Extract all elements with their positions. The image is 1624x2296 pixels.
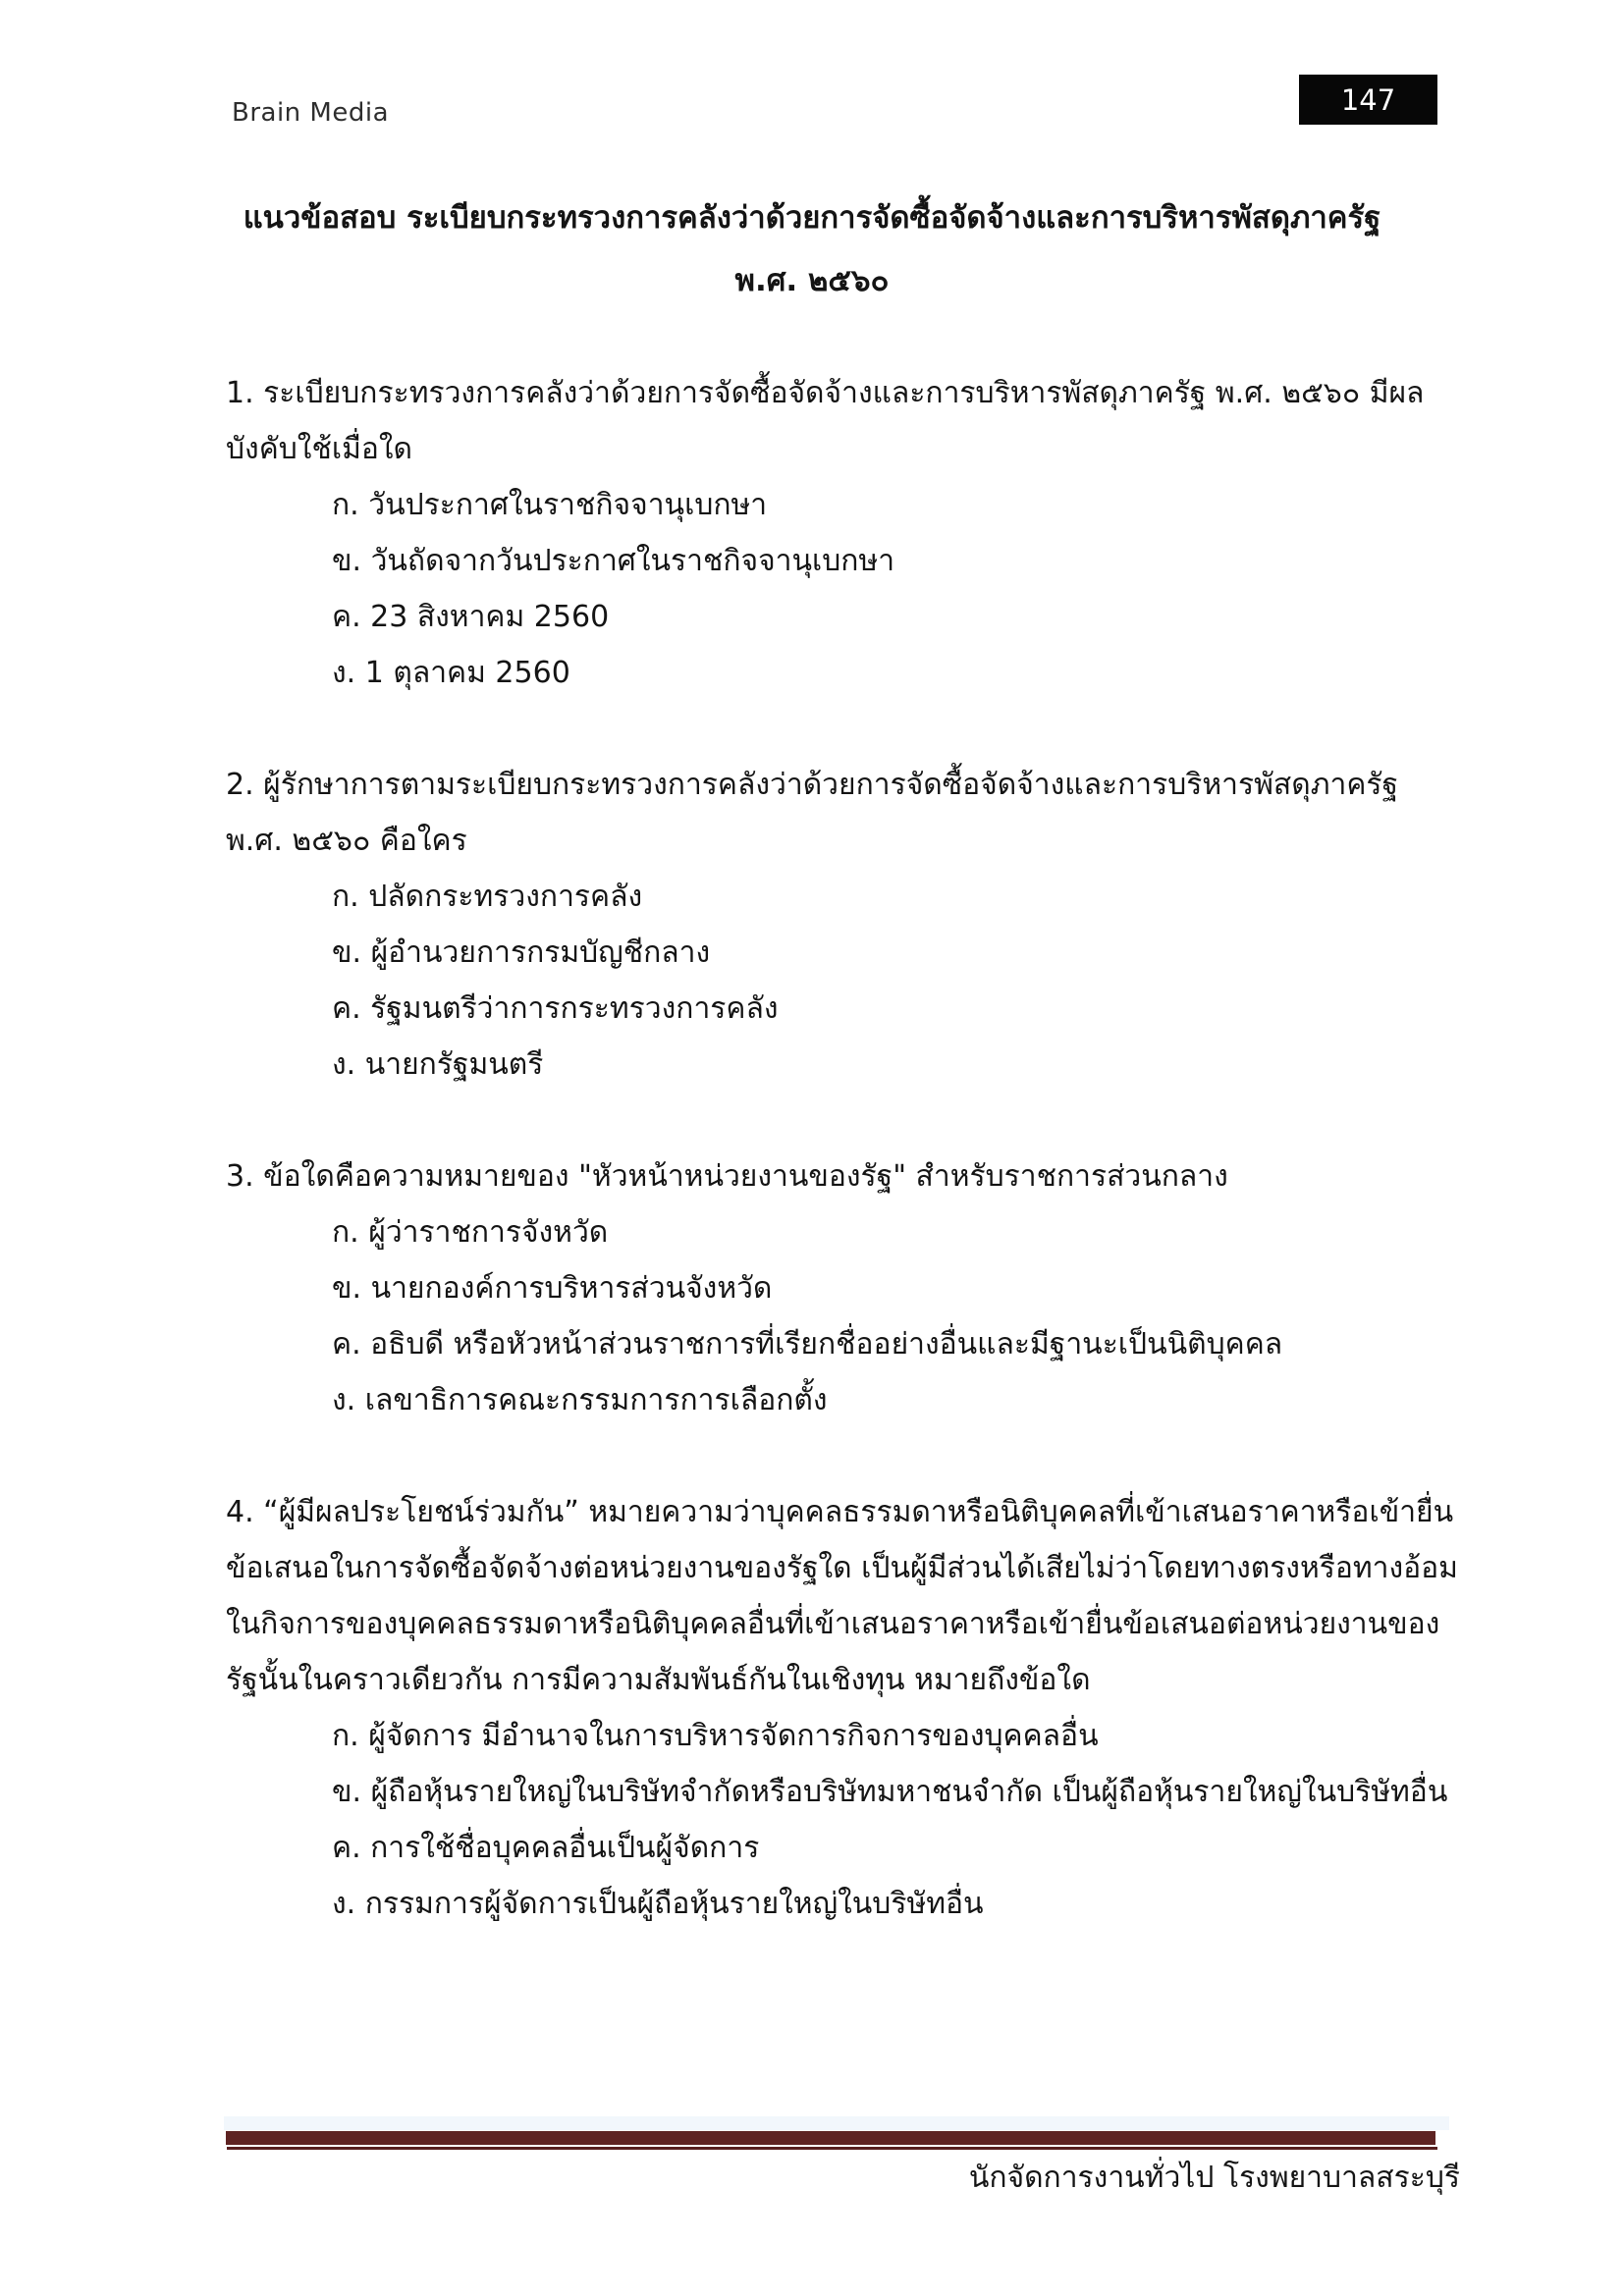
answer-option: ก. ปลัดกระทรวงการคลัง — [332, 880, 643, 914]
answer-option: ง. เลขาธิการคณะกรรมการการเลือกตั้ง — [332, 1383, 828, 1417]
footer-divider-line — [227, 2147, 1437, 2150]
question-block-3 — [226, 1148, 1459, 1428]
answer-option: ข. ผู้อำนวยการกรมบัญชีกลาง — [332, 935, 711, 970]
answer-option: ข. ผู้ถือหุ้นรายใหญ่ในบริษัทจำกัดหรือบริษัทมหาชนจำกัด เป็นผู้ถือหุ้นรายใหญ่ในบริษัทอื่น — [332, 1775, 1448, 1809]
options-list — [332, 477, 1459, 701]
answer-option: ก. ผู้จัดการ มีอำนาจในการบริหารจัดการกิจการของบุคคลอื่น — [332, 1719, 1099, 1753]
answer-option: ก. ผู้ว่าราชการจังหวัด — [332, 1215, 609, 1250]
answer-option: ง. นายกรัฐมนตรี — [332, 1047, 544, 1082]
answer-option: ง. กรรมการผู้จัดการเป็นผู้ถือหุ้นรายใหญ่ในบริษัทอื่น — [332, 1887, 984, 1921]
question-block-2 — [226, 757, 1459, 1093]
question-text: 4. “ผู้มีผลประโยชน์ร่วมกัน” หมายความว่าบุคคลธรรมดาหรือนิติบุคคลที่เข้าเสนอราคาหรือเข้ายื่นข้อเสนอในการจัดซื้อจัดจ้างต่อหน่วยงานของรัฐใด เป็นผู้มีส่วนได้เสียไม่ว่าโดยทางตรงหรือทางอ้อมในกิจการของบุคคลธรรมดาหรือนิติบุคคลอื่นที่เข้าเสนอราคาหรือเข้ายื่นข้อเสนอต่อหน่วยงานของรัฐนั้นในคราวเดียวกัน การมีความสัมพันธ์กันในเชิงทุน หมายถึงข้อใด — [226, 1495, 1458, 1697]
answer-option: ค. รัฐมนตรีว่าการกระทรวงการคลัง — [332, 991, 779, 1026]
page-number: 147 — [1340, 82, 1396, 117]
footer-divider-bar — [226, 2131, 1435, 2145]
answer-option: ค. การใช้ชื่อบุคคลอื่นเป็นผู้จัดการ — [332, 1831, 760, 1865]
page-number-badge — [1299, 75, 1437, 125]
answer-option: ข. วันถัดจากวันประกาศในราชกิจจานุเบกษา — [332, 544, 895, 578]
question-block-1 — [226, 365, 1459, 701]
answer-option: ง. 1 ตุลาคม 2560 — [332, 656, 570, 690]
answer-option: ค. 23 สิงหาคม 2560 — [332, 600, 610, 634]
answer-option: ค. อธิบดี หรือหัวหน้าส่วนราชการที่เรียกชื่ออย่างอื่นและมีฐานะเป็นนิติบุคคล — [332, 1327, 1283, 1362]
question-block-4 — [226, 1484, 1459, 1932]
options-list — [332, 1204, 1459, 1428]
question-text: 3. ข้อใดคือความหมายของ "หัวหน้าหน่วยงานของรัฐ" สำหรับราชการส่วนกลาง — [226, 1159, 1228, 1194]
options-list — [332, 869, 1459, 1093]
answer-option: ก. วันประกาศในราชกิจจานุเบกษา — [332, 488, 768, 522]
document-title: แนวข้อสอบ ระเบียบกระทรวงการคลังว่าด้วยการจัดซื้อจัดจ้างและการบริหารพัสดุภาครัฐ — [243, 200, 1381, 236]
answer-option: ข. นายกองค์การบริหารส่วนจังหวัด — [332, 1271, 773, 1306]
brand-logo-text: Brain Media — [232, 98, 390, 128]
questions-list — [226, 365, 1459, 1988]
question-text: 2. ผู้รักษาการตามระเบียบกระทรวงการคลังว่าด้วยการจัดซื้อจัดจ้างและการบริหารพัสดุภาครัฐ พ.ศ. ๒๕๖๐ คือใคร — [226, 768, 1399, 858]
question-text: 1. ระเบียบกระทรวงการคลังว่าด้วยการจัดซื้อจัดจ้างและการบริหารพัสดุภาครัฐ พ.ศ. ๒๕๖๐ มีผลบังคับใช้เมื่อใด — [226, 376, 1425, 466]
footer-credit: นักจัดการงานทั่วไป โรงพยาบาลสระบุรี — [968, 2161, 1460, 2195]
document-subtitle: พ.ศ. ๒๕๖๐ — [734, 263, 890, 298]
footer-highlight-strip — [224, 2116, 1449, 2130]
options-list — [332, 1708, 1459, 1932]
